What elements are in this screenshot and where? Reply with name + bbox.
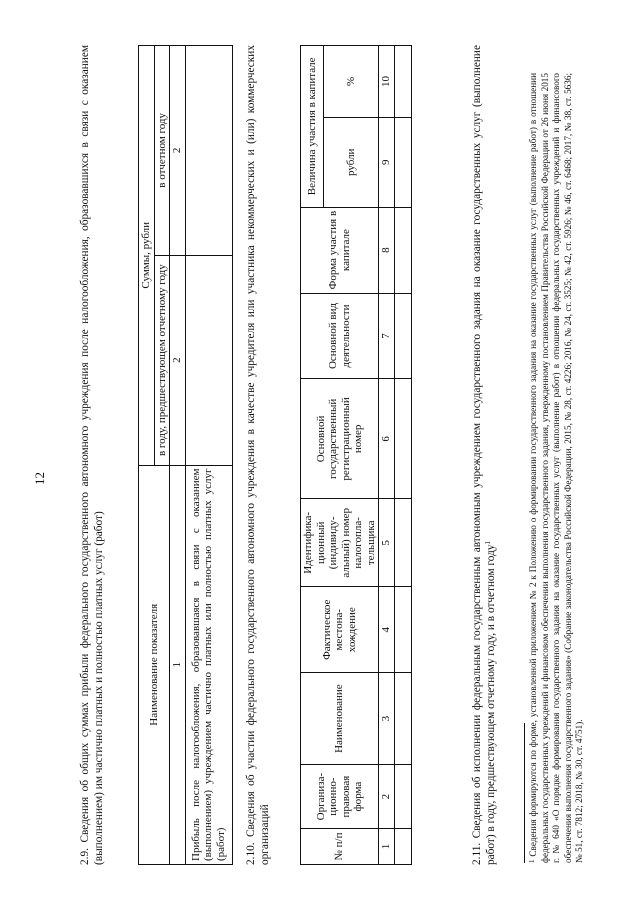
profit-current-value (185, 46, 232, 256)
col-number: 7 (379, 293, 395, 379)
header-inn: Идентифика-ционный (индивиду-альный) номер налогопла-тельщика (301, 499, 379, 587)
col-header-prev-year: в году, предшествующем отчетному году (154, 255, 170, 465)
header-legal-form: Организа-ционно-правовая форма (301, 765, 379, 829)
table-cell (394, 587, 411, 673)
table-cell (394, 829, 411, 865)
col-number: 2 (379, 765, 395, 829)
section-2-9-heading: 2.9. Сведения об общих суммах прибыли федерального государственного автономного учреждения после налогообложения, образовавшихся в связи с оказанием (выполнением) им частично платных и полностью платных услуг (работ) (79, 45, 105, 865)
header-participation-form: Форма участия в капитале (301, 207, 379, 293)
col-number: 1 (170, 465, 186, 864)
col-header-current-year: в отчетном году (154, 46, 170, 256)
table-cell (394, 379, 411, 499)
page-number: 12 (32, 472, 47, 485)
header-participation-amount: Величина участия в капитале (301, 46, 324, 208)
col-number: 3 (379, 673, 395, 765)
footnote-divider (524, 723, 525, 863)
col-number: 1 (379, 829, 395, 865)
header-rubles: рубли (324, 117, 379, 207)
header-main-activity: Основной вид деятельности (301, 293, 379, 379)
table-cell (394, 673, 411, 765)
col-header-indicator: Наименование показателя (139, 465, 170, 864)
table-cell (394, 499, 411, 587)
profit-row-label: Прибыль после налогообложения, образовавшаяся в связи с оказанием (выполнением) учреждением частично платных или полностью платных услуг (работ) (185, 465, 232, 864)
table-cell (394, 207, 411, 293)
profit-table (138, 45, 233, 865)
footnote-ref: 1 (484, 540, 492, 545)
table-cell (394, 293, 411, 379)
col-header-sums: Суммы, рубли (139, 46, 155, 466)
col-number: 5 (379, 499, 395, 587)
header-location: Фактическое местона-хождение (301, 587, 379, 673)
section-2-11-text: 2.11. Сведения об исполнении федеральным государственным автономным учреждением государственного задания на оказание государственных услуг (выполнение работ) в году, предшествующем отчетному году, и в отчетном году (471, 45, 497, 865)
col-number: 6 (379, 379, 395, 499)
table-cell (394, 765, 411, 829)
footnote (528, 73, 586, 863)
col-number: 4 (379, 587, 395, 673)
header-name: Наименование (301, 673, 379, 765)
table-cell (394, 46, 411, 118)
col-number: 10 (379, 46, 395, 118)
header-no: № п/п (301, 829, 379, 865)
section-2-10-heading: 2.10. Сведения об участии федерального государственного автономного учреждения в качестве учредителя или участника некоммерческих и (или) коммерческих организаций (245, 45, 271, 865)
footnote-mark: 1 (528, 859, 536, 863)
participation-table (300, 45, 412, 865)
header-percent: % (324, 46, 379, 118)
col-number: 8 (379, 207, 395, 293)
table-cell (394, 117, 411, 207)
section-2-11-heading (470, 45, 498, 865)
col-number: 9 (379, 117, 395, 207)
footnote-text: Сведения формируются по форме, установленной приложением № 2 к Положению о формировании государственного задания на оказание государственных услуг (выполнение работ) в отношении федеральных государственных учреждений и финансовом обеспечении выполнения государственного задания, утвержденному постановлением Правительства Российской Федерации от 26 июня 2015 г. № 640 «О порядке формирования государственного задания на оказание государственных услуг (выполнение работ) в отношении федеральных государственных учреждений и финансового обеспечения выполнения государственного задания» (Собрание законодательства Российской Федерации, 2015, № 28, ст. 4226; 2016, № 24, ст. 3525; № 42, ст. 5926; № 46, ст. 6468; 2017, № 38, ст. 5636; № 51, ст. 7812; 2018, № 30, ст. 4751). (528, 73, 584, 863)
profit-prev-value (185, 255, 232, 465)
col-number: 2 (170, 255, 186, 465)
col-number: 2 (170, 46, 186, 256)
header-ogrn: Основной государственный регистрационный номер (301, 379, 379, 499)
